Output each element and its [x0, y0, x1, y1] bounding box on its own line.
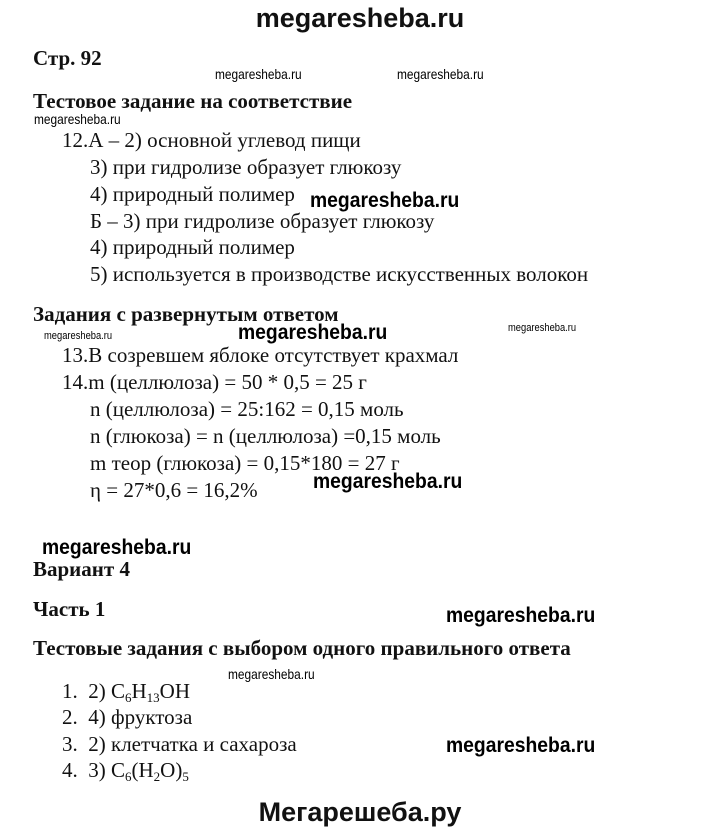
- page-number: Стр. 92: [33, 46, 102, 70]
- formula-part: H: [131, 679, 147, 703]
- answer-line: 4) природный полимер: [90, 235, 295, 259]
- answer-line: m теор (глюкоза) = 0,15*180 = 27 г: [90, 451, 400, 475]
- answer-line: 4) природный полимер: [90, 182, 295, 206]
- watermark: megaresheba.ru: [34, 111, 121, 127]
- answer-line: 12.А – 2) основной углевод пищи: [62, 128, 361, 152]
- answer-line: n (целлюлоза) = 25:162 = 0,15 моль: [90, 397, 404, 421]
- item-number: 4.: [62, 758, 78, 782]
- formula-subscript: 13: [146, 690, 160, 705]
- answer-line: n (глюкоза) = n (целлюлоза) =0,15 моль: [90, 424, 441, 448]
- formula-subscript: 2: [153, 769, 161, 784]
- watermark: megaresheba.ru: [238, 321, 388, 344]
- section-title: Тестовое задание на соответствие: [33, 89, 353, 113]
- site-footer: Мегарешеба.ру: [258, 797, 462, 827]
- watermark: megaresheba.ru: [397, 66, 484, 82]
- variant-title: Вариант 4: [33, 557, 130, 581]
- item-number: 1.: [62, 679, 78, 703]
- list-item: [62, 732, 297, 756]
- answer-line: η = 27*0,6 = 16,2%: [90, 478, 258, 502]
- answer-line: 13.В созревшем яблоке отсутствует крахмал: [62, 343, 459, 367]
- formula-part: 2) C: [88, 679, 125, 703]
- watermark: megaresheba.ru: [42, 536, 192, 559]
- watermark: megaresheba.ru: [508, 322, 577, 334]
- item-number: 3.: [62, 732, 78, 756]
- watermark: megaresheba.ru: [313, 470, 463, 493]
- answer-line: Б – 3) при гидролизе образует глюкозу: [90, 209, 435, 233]
- watermark: megaresheba.ru: [215, 66, 302, 82]
- formula-part: OH: [159, 679, 191, 703]
- list-item: [62, 705, 192, 729]
- item-number: 2.: [62, 705, 78, 729]
- item-text: 2) клетчатка и сахароза: [88, 732, 297, 756]
- formula-subscript: 6: [125, 690, 132, 705]
- formula-subscript: 6: [125, 769, 132, 784]
- watermark: megaresheba.ru: [446, 734, 596, 757]
- part-title: Часть 1: [33, 597, 106, 621]
- answer-line: 14.m (целлюлоза) = 50 * 0,5 = 25 г: [62, 370, 367, 394]
- formula-part: 3) C: [88, 758, 125, 782]
- watermark: megaresheba.ru: [228, 666, 315, 682]
- section-title: Тестовые задания с выбором одного правильного ответа: [33, 636, 571, 660]
- formula-subscript: 5: [182, 769, 189, 784]
- item-text: 4) фруктоза: [88, 705, 193, 729]
- list-item: [62, 758, 189, 782]
- watermark: megaresheba.ru: [310, 189, 460, 212]
- watermark: megaresheba.ru: [44, 330, 113, 342]
- section-title: Задания с развернутым ответом: [33, 302, 339, 326]
- formula-part: (H: [131, 758, 154, 782]
- watermark: megaresheba.ru: [446, 604, 596, 627]
- formula-part: O): [160, 758, 183, 782]
- answer-line: 5) используется в производстве искусственных волокон: [90, 262, 589, 286]
- answer-line: 3) при гидролизе образует глюкозу: [90, 155, 402, 179]
- site-header: megaresheba.ru: [255, 3, 465, 33]
- list-item: [62, 679, 190, 703]
